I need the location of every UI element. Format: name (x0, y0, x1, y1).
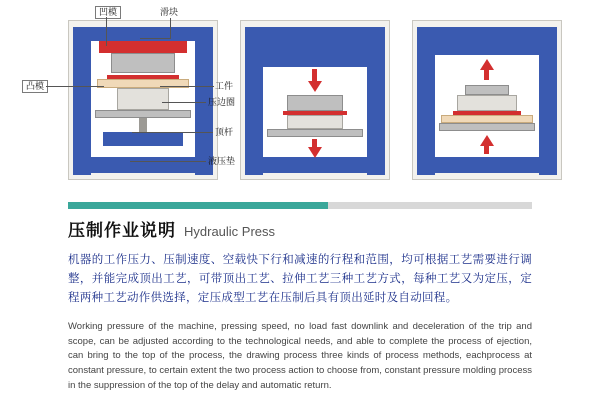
press-bottom-beam-3 (417, 157, 557, 173)
description-en: Working pressure of the machine, pressing speed, no load fast downlink and deceleration of the trip and scope, can be adjusted according to the technological needs, and able to complete the process of ejection, can bring to the top of the process, the drawing process three kinds of process methods, eachprocess at constant pressure, to certain extent the two process action to choose from, constant pressure molding process in the suppression of the top of the delay and automatic return. (68, 320, 532, 391)
leader-line-concave (106, 17, 107, 46)
arrow-down-lower-icon (308, 147, 322, 158)
panel-open-position (68, 20, 218, 180)
upper-platen-3 (435, 41, 539, 55)
upper-platen-2 (263, 41, 367, 67)
callout-ejector-pin: 顶杆 (215, 127, 234, 137)
arrow-stem-up-upper (484, 70, 489, 80)
leader-line-convex (46, 86, 104, 87)
hydraulic-cushion-block (103, 132, 183, 146)
bolster-plate-2 (267, 129, 363, 137)
divider-grey (328, 202, 532, 209)
panel-pressing-down (240, 20, 390, 180)
leader-line-slide-h (140, 38, 171, 39)
press-bottom-beam (73, 157, 213, 173)
press-column-right-2 (367, 27, 385, 175)
content-block (68, 216, 532, 394)
ejector-pin-rod (139, 118, 147, 132)
press-top-beam-2 (245, 27, 385, 41)
press-bottom-beam-2 (245, 157, 385, 173)
concave-die-block (111, 53, 175, 73)
press-top-beam-3 (417, 27, 557, 41)
slide-ram (99, 41, 187, 53)
callout-blank-holder: 压边圈 (208, 97, 236, 107)
bolster-plate-3 (439, 123, 535, 131)
arrow-down-upper-icon (308, 81, 322, 92)
press-interior (91, 41, 195, 157)
leader-line-workpiece (160, 86, 214, 87)
callout-workpiece: 工件 (215, 81, 234, 91)
press-column-left (73, 27, 91, 175)
arrow-stem-down-upper (312, 69, 317, 81)
page-title-en: Hydraulic Press (184, 224, 276, 239)
convex-die-block (117, 88, 169, 110)
press-column-right-3 (539, 27, 557, 175)
callout-concave-die: 凹模 (95, 6, 121, 19)
arrow-stem-up-lower (484, 146, 489, 154)
ejected-part-top (465, 85, 509, 95)
callout-slide: 滑块 (160, 7, 179, 17)
page-title-cn: 压制作业说明 (68, 221, 176, 240)
callout-convex-die: 凸模 (22, 80, 48, 93)
arrow-up-lower-icon (480, 135, 494, 146)
press-column-left-2 (245, 27, 263, 175)
panel-ejecting-up (412, 20, 562, 180)
leader-line-blank-holder (162, 102, 206, 103)
ejected-part-body (457, 95, 517, 111)
leader-line-slide (170, 18, 171, 38)
divider-teal (68, 202, 328, 209)
bolster-plate (95, 110, 191, 118)
lower-die-closed (287, 115, 343, 129)
leader-line-cushion (130, 161, 206, 162)
press-interior-3 (435, 41, 539, 157)
arrow-stem-down-lower (312, 139, 317, 147)
callout-hydraulic-cushion: 液压垫 (208, 156, 236, 166)
upper-die-closed (287, 95, 343, 111)
press-column-left-3 (417, 27, 435, 175)
description-cn: 机器的工作压力、压制速度、空载快下行和减速的行程和范围，均可根据工艺需要进行调整，并能完成顶出工艺，可带顶出工艺、拉伸工艺三种工艺方式，每种工艺又为定压，定程两种工艺动作供选择，定压成型工艺在压制后具有顶出延时及自动回程。 (68, 254, 532, 304)
blank-holder-ring-3 (441, 115, 533, 123)
press-interior-2 (263, 41, 367, 157)
leader-line-ejector (132, 132, 213, 133)
arrow-up-upper-icon (480, 59, 494, 70)
title-row (68, 216, 532, 241)
